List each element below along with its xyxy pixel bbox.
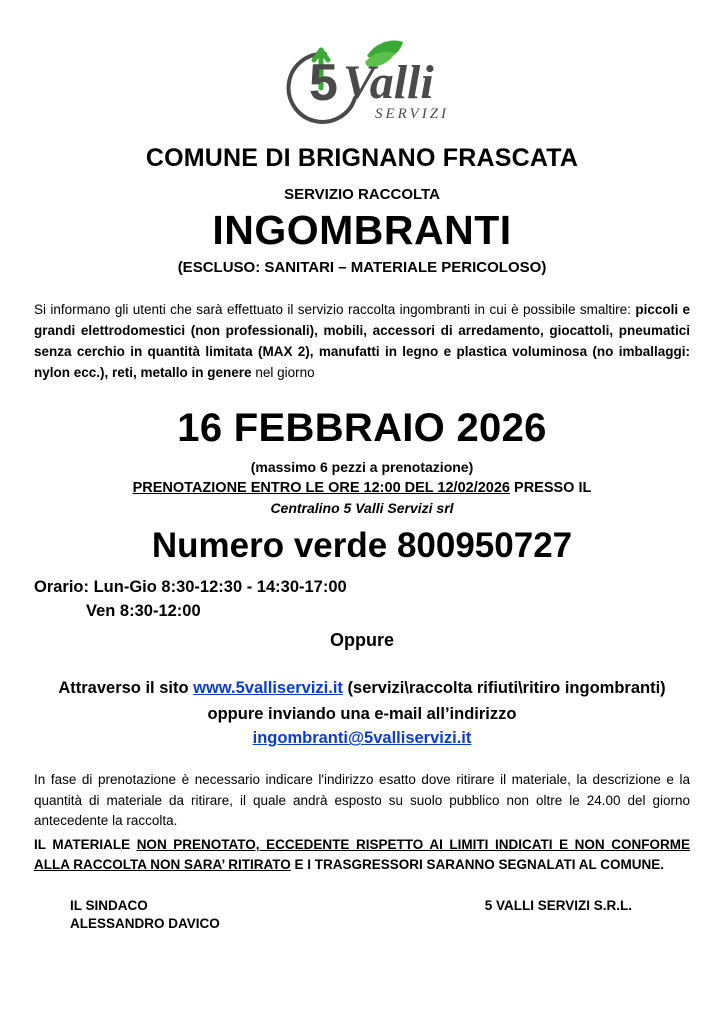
logo-icon	[247, 26, 477, 126]
svg-text:SERVIZI: SERVIZI	[375, 106, 450, 122]
warning-note	[32, 835, 692, 876]
signature-mayor	[32, 898, 220, 931]
booking-note: In fase di prenotazione è necessario indicare l'indirizzo esatto dove ritirare il materiale, la descrizione e la quantità di materiale da ritirare, il quale andrà esposto su suolo pubblico non oltre le 24.00 del giorno antecedente la raccolta.	[34, 772, 690, 828]
exclusions-note: (ESCLUSO: SANITARI – MATERIALE PERICOLOSO)	[177, 259, 547, 277]
intro-paragraph	[32, 300, 692, 384]
intro-text-part2: nel giorno	[251, 364, 315, 380]
email-line	[32, 729, 692, 748]
website-instructions	[32, 675, 692, 728]
warning-suffix: E I TRASGRESSORI SARANNO SEGNALATI AL COMUNE.	[290, 857, 665, 873]
email-link[interactable]: ingombranti@5valliservizi.it	[252, 729, 472, 748]
booking-deadline-underlined: PRENOTAZIONE ENTRO LE ORE 12:00 DEL 12/02/2026	[132, 479, 510, 496]
max-items-note: (massimo 6 pezzi a prenotazione)	[250, 458, 474, 475]
page-title: COMUNE DI BRIGNANO FRASCATA	[145, 144, 579, 172]
intro-text-part1: Si informano gli utenti che sarà effettuato il servizio raccolta ingombranti in cui è possibile smaltire:	[34, 302, 636, 318]
hours-line-2: Ven 8:30-12:00	[86, 601, 201, 620]
toll-free-number: Numero verde 800950727	[151, 525, 573, 565]
service-subtitle: SERVIZIO RACCOLTA	[284, 186, 440, 203]
company-name: 5 VALLI SERVIZI S.R.L.	[484, 898, 632, 913]
svg-text:5: 5	[309, 54, 338, 112]
mayor-title: IL SINDACO	[70, 898, 148, 913]
main-heading: INGOMBRANTI	[212, 207, 512, 253]
or-separator: Oppure	[329, 629, 394, 650]
opening-hours	[32, 576, 692, 624]
logo-block	[32, 0, 692, 138]
booking-deadline-tail: PRESSO IL	[510, 479, 592, 496]
warning-prefix: IL MATERIALE	[34, 837, 137, 853]
call-center-label: Centralino 5 Valli Servizi srl	[270, 499, 454, 516]
signatures	[32, 898, 692, 931]
svg-text:Valli: Valli	[343, 56, 434, 109]
booking-deadline	[32, 480, 692, 496]
company-logo	[247, 26, 477, 126]
mayor-name: ALESSANDRO DAVICO	[70, 916, 220, 931]
website-middle: (servizi\raccolta rifiuti\ritiro ingombranti) oppure inviando una e-mail all’indirizzo	[207, 678, 666, 723]
website-prefix: Attraverso il sito	[58, 678, 194, 697]
hours-line-1: Orario: Lun-Gio 8:30-12:30 - 14:30-17:00	[34, 577, 347, 596]
signature-company	[485, 898, 692, 931]
collection-date: 16 FEBBRAIO 2026	[177, 405, 547, 450]
website-link[interactable]: www.5valliservizi.it	[193, 678, 343, 697]
intro-text-bold: piccoli e grandi elettrodomestici (non professionali), mobili, accessori di arredamento, giocattoli, pneumatici senza cerchio in quantità limitata (MAX 2), manufatti in legno e plastica voluminosa (no imballaggi: nylon ecc.), reti, metallo in genere	[34, 302, 690, 380]
warning-underlined: NON PRENOTATO, ECCEDENTE RISPETTO AI LIMITI INDICATI E NON CONFORME ALLA RACCOLTA NON SARA’ RITIRATO	[34, 837, 691, 873]
